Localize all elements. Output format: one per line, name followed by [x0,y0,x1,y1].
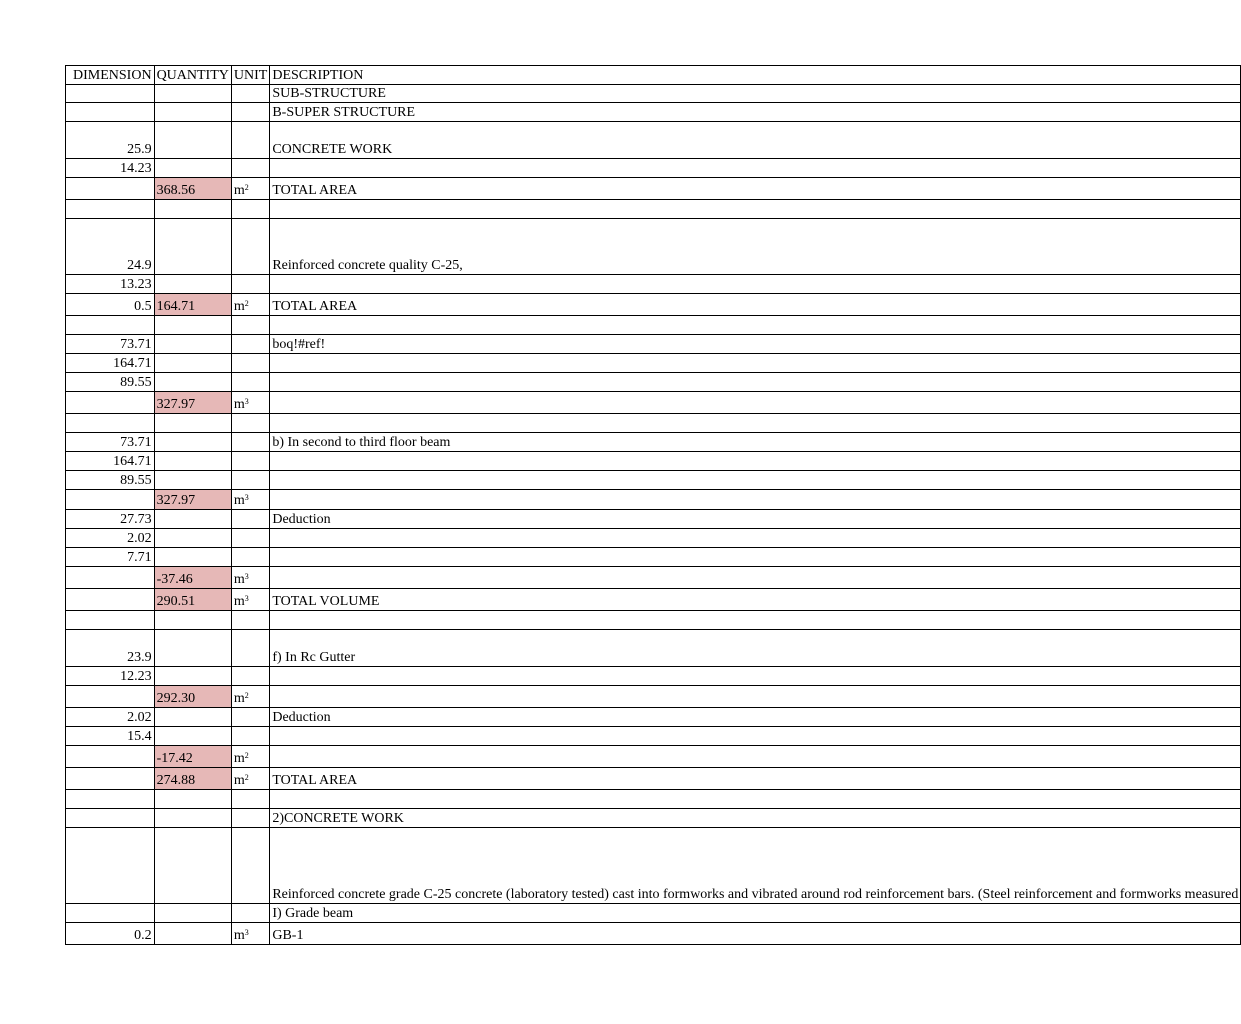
dimension-cell[interactable]: 24.9 [66,219,155,275]
unit-cell[interactable] [231,316,269,335]
dimension-cell[interactable] [66,904,155,923]
description-cell[interactable]: TOTAL AREA [270,768,1241,790]
description-cell[interactable] [270,471,1241,490]
table-row [66,178,1241,200]
table-row [66,768,1241,790]
description-cell[interactable] [270,200,1241,219]
dimension-cell[interactable]: 164.71 [66,452,155,471]
unit-exponent: 3 [244,397,249,406]
unit-cell[interactable] [231,567,269,589]
dimension-cell[interactable] [66,567,155,589]
table-row [66,828,1241,904]
description-cell[interactable] [270,529,1241,548]
quantity-cell[interactable]: 274.88 [154,768,231,790]
quantity-cell[interactable] [154,727,231,746]
dimension-cell[interactable] [66,589,155,611]
unit-cell[interactable] [231,354,269,373]
dimension-cell[interactable]: 0.5 [66,294,155,316]
dimension-cell[interactable]: 2.02 [66,708,155,727]
quantity-cell[interactable] [154,85,231,103]
description-cell[interactable] [270,275,1241,294]
unit-symbol: m [233,691,245,706]
table-row [66,122,1241,159]
description-cell[interactable] [270,414,1241,433]
boq-sheet-table [65,65,1241,945]
unit-symbol: m [233,928,245,943]
description-cell[interactable] [270,548,1241,567]
table-row [66,275,1241,294]
quantity-cell[interactable] [154,471,231,490]
description-cell[interactable] [270,790,1241,809]
quantity-cell[interactable] [154,122,231,159]
dimension-cell[interactable] [66,85,155,103]
quantity-cell[interactable] [154,275,231,294]
unit-cell[interactable] [231,746,269,768]
table-row [66,746,1241,768]
table-row [66,433,1241,452]
unit-cell[interactable] [231,122,269,159]
quantity-cell[interactable] [154,103,231,122]
description-cell[interactable] [270,354,1241,373]
unit-cell[interactable] [231,414,269,433]
description-cell[interactable]: boq!#ref! [270,335,1241,354]
quantity-cell[interactable] [154,904,231,923]
unit-cell[interactable] [231,490,269,510]
quantity-cell[interactable] [154,611,231,630]
quantity-cell[interactable] [154,452,231,471]
unit-exponent: 3 [244,572,249,581]
dimension-cell[interactable]: 2.02 [66,529,155,548]
sheet-body [66,85,1241,945]
quantity-cell[interactable] [154,414,231,433]
unit-cell[interactable] [231,294,269,316]
unit-cell[interactable] [231,923,269,945]
description-cell[interactable] [270,746,1241,768]
quantity-cell[interactable] [154,828,231,904]
table-row [66,589,1241,611]
quantity-cell[interactable] [154,529,231,548]
quantity-cell[interactable] [154,200,231,219]
table-row [66,373,1241,392]
dimension-cell[interactable]: 13.23 [66,275,155,294]
unit-symbol: m [233,493,245,508]
header-description[interactable]: DESCRIPTION [270,66,1241,85]
table-row [66,392,1241,414]
description-cell[interactable] [270,392,1241,414]
table-row [66,548,1241,567]
table-row [66,790,1241,809]
dimension-cell[interactable]: 89.55 [66,373,155,392]
table-row [66,923,1241,945]
description-cell[interactable] [270,490,1241,510]
quantity-cell[interactable]: 164.71 [154,294,231,316]
dimension-cell[interactable]: 7.71 [66,548,155,567]
unit-cell[interactable] [231,103,269,122]
description-cell[interactable]: f) In Rc Gutter [270,630,1241,667]
dimension-cell[interactable] [66,790,155,809]
table-row [66,219,1241,275]
unit-symbol: m [233,773,245,788]
quantity-cell[interactable]: -17.42 [154,746,231,768]
description-cell[interactable] [270,159,1241,178]
table-row [66,414,1241,433]
description-cell[interactable]: 2)CONCRETE WORK [270,809,1241,828]
table-row [66,452,1241,471]
unit-cell[interactable] [231,392,269,414]
table-row [66,630,1241,667]
quantity-cell[interactable] [154,667,231,686]
quantity-cell[interactable] [154,548,231,567]
quantity-cell[interactable]: -37.46 [154,567,231,589]
unit-cell[interactable] [231,809,269,828]
description-cell[interactable] [270,667,1241,686]
unit-cell[interactable] [231,335,269,354]
dimension-cell[interactable] [66,746,155,768]
unit-cell[interactable] [231,630,269,667]
unit-cell[interactable] [231,275,269,294]
description-cell[interactable] [270,611,1241,630]
description-cell[interactable]: B-SUPER STRUCTURE [270,103,1241,122]
table-row [66,567,1241,589]
unit-exponent: 2 [244,299,249,308]
quantity-cell[interactable] [154,790,231,809]
unit-cell[interactable] [231,727,269,746]
unit-exponent: 3 [244,493,249,502]
table-row [66,686,1241,708]
unit-exponent: 3 [244,594,249,603]
description-cell[interactable]: Deduction [270,708,1241,727]
description-cell[interactable]: SUB-STRUCTURE [270,85,1241,103]
table-row [66,809,1241,828]
unit-exponent: 2 [244,773,249,782]
dimension-cell[interactable]: 0.2 [66,923,155,945]
dimension-cell[interactable] [66,392,155,414]
unit-cell[interactable] [231,200,269,219]
description-cell[interactable] [270,567,1241,589]
unit-exponent: 2 [244,751,249,760]
table-row [66,335,1241,354]
unit-cell[interactable] [231,219,269,275]
description-cell[interactable] [270,316,1241,335]
unit-cell[interactable] [231,85,269,103]
dimension-cell[interactable]: 15.4 [66,727,155,746]
dimension-cell[interactable]: 27.73 [66,510,155,529]
dimension-cell[interactable]: 73.71 [66,433,155,452]
header-unit[interactable]: UNIT [231,66,269,85]
table-row [66,904,1241,923]
unit-cell[interactable] [231,471,269,490]
dimension-cell[interactable]: 73.71 [66,335,155,354]
description-cell[interactable] [270,686,1241,708]
quantity-cell[interactable] [154,354,231,373]
description-cell[interactable] [270,452,1241,471]
description-cell[interactable]: CONCRETE WORK [270,122,1241,159]
quantity-cell[interactable]: 368.56 [154,178,231,200]
unit-cell[interactable] [231,589,269,611]
description-cell[interactable]: b) In second to third floor beam [270,433,1241,452]
description-cell[interactable]: TOTAL AREA [270,294,1241,316]
quantity-cell[interactable] [154,373,231,392]
table-row [66,354,1241,373]
dimension-cell[interactable] [66,611,155,630]
quantity-cell[interactable] [154,630,231,667]
unit-symbol: m [233,751,245,766]
table-row [66,667,1241,686]
unit-cell[interactable] [231,178,269,200]
unit-symbol: m [233,594,245,609]
header-dimension[interactable]: DIMENSION [66,66,155,85]
description-cell[interactable]: TOTAL AREA [270,178,1241,200]
table-row [66,727,1241,746]
dimension-cell[interactable]: 14.23 [66,159,155,178]
unit-cell[interactable] [231,828,269,904]
description-cell[interactable] [270,373,1241,392]
unit-cell[interactable] [231,433,269,452]
quantity-cell[interactable] [154,433,231,452]
quantity-cell[interactable] [154,335,231,354]
table-row [66,708,1241,727]
unit-symbol: m [233,397,245,412]
quantity-cell[interactable] [154,510,231,529]
unit-exponent: 2 [244,183,249,192]
description-cell[interactable]: Reinforced concrete quality C-25, [270,219,1241,275]
quantity-cell[interactable] [154,923,231,945]
unit-symbol: m [233,183,245,198]
dimension-cell[interactable]: 23.9 [66,630,155,667]
unit-cell[interactable] [231,452,269,471]
unit-cell[interactable] [231,790,269,809]
dimension-cell[interactable] [66,809,155,828]
unit-cell[interactable] [231,686,269,708]
table-row [66,85,1241,103]
dimension-cell[interactable] [66,768,155,790]
unit-cell[interactable] [231,510,269,529]
dimension-cell[interactable] [66,828,155,904]
unit-cell[interactable] [231,667,269,686]
table-row [66,611,1241,630]
table-row [66,510,1241,529]
table-row [66,471,1241,490]
table-row [66,490,1241,510]
dimension-cell[interactable] [66,490,155,510]
dimension-cell[interactable] [66,103,155,122]
dimension-cell[interactable]: 12.23 [66,667,155,686]
dimension-cell[interactable]: 89.55 [66,471,155,490]
table-row [66,159,1241,178]
unit-cell[interactable] [231,548,269,567]
unit-exponent: 3 [244,928,249,937]
unit-cell[interactable] [231,708,269,727]
description-cell[interactable] [270,727,1241,746]
unit-cell[interactable] [231,611,269,630]
header-row [66,66,1241,85]
table-row [66,294,1241,316]
dimension-cell[interactable]: 164.71 [66,354,155,373]
unit-cell[interactable] [231,159,269,178]
header-quantity[interactable]: QUANTITY [154,66,231,85]
unit-symbol: m [233,299,245,314]
quantity-cell[interactable] [154,708,231,727]
dimension-cell[interactable] [66,686,155,708]
description-cell[interactable]: I) Grade beam [270,904,1241,923]
description-cell[interactable]: Deduction [270,510,1241,529]
description-cell[interactable]: GB-1 [270,923,1241,945]
table-row [66,200,1241,219]
table-row [66,316,1241,335]
quantity-cell[interactable] [154,219,231,275]
dimension-cell[interactable] [66,178,155,200]
unit-cell[interactable] [231,904,269,923]
dimension-cell[interactable]: 25.9 [66,122,155,159]
table-row [66,103,1241,122]
quantity-cell[interactable] [154,316,231,335]
quantity-cell[interactable]: 290.51 [154,589,231,611]
unit-cell[interactable] [231,768,269,790]
description-cell[interactable]: Reinforced concrete grade C-25 concrete (laboratory tested) cast into formworks and vibrated around rod reinforcement bars. (Steel reinforcement and formworks measured [270,828,1241,904]
quantity-cell[interactable]: 292.30 [154,686,231,708]
quantity-cell[interactable] [154,159,231,178]
quantity-cell[interactable] [154,809,231,828]
unit-cell[interactable] [231,529,269,548]
unit-exponent: 2 [244,691,249,700]
table-row [66,529,1241,548]
quantity-cell[interactable]: 327.97 [154,392,231,414]
unit-cell[interactable] [231,373,269,392]
description-cell[interactable]: TOTAL VOLUME [270,589,1241,611]
dimension-cell[interactable] [66,414,155,433]
dimension-cell[interactable] [66,316,155,335]
quantity-cell[interactable]: 327.97 [154,490,231,510]
dimension-cell[interactable] [66,200,155,219]
unit-symbol: m [233,572,245,587]
